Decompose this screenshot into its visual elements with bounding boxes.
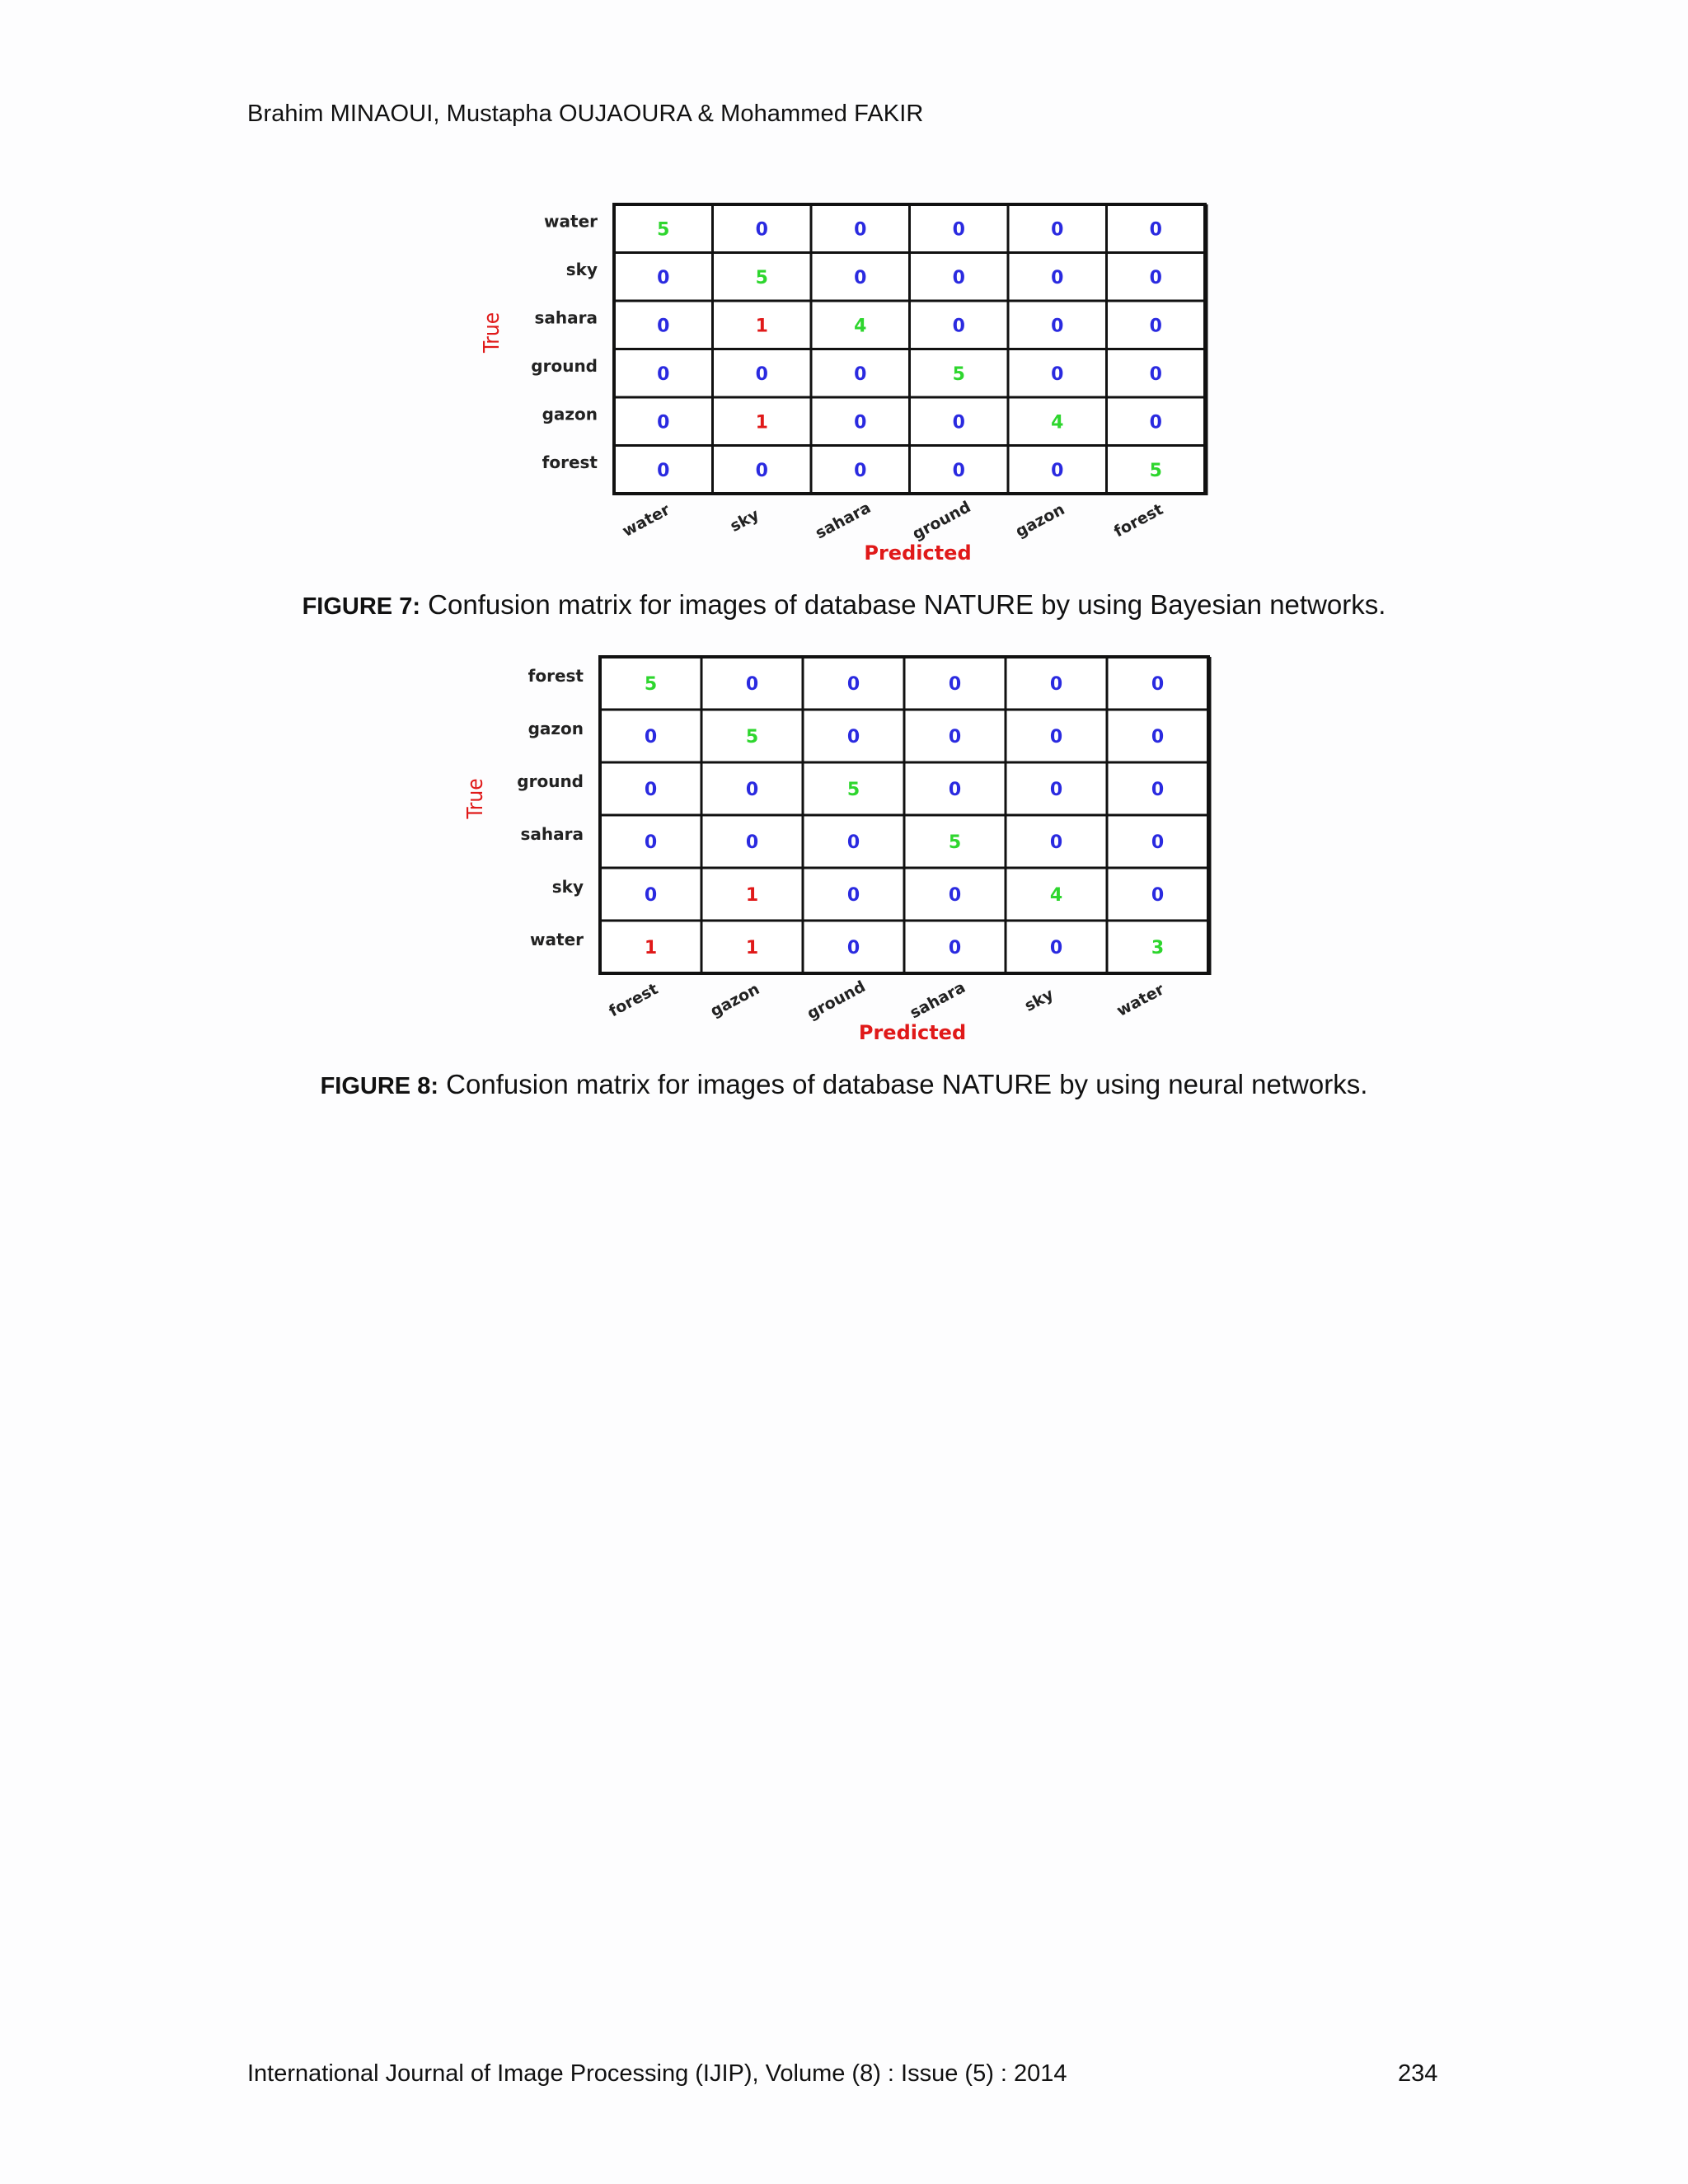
- matrix-value: 4: [1051, 412, 1064, 434]
- matrix-value: 0: [1149, 267, 1162, 288]
- matrix-value: 0: [854, 267, 867, 288]
- matrix-value: 0: [657, 363, 670, 385]
- matrix-value: 5: [1149, 460, 1162, 481]
- matrix-value: 0: [1149, 412, 1162, 434]
- matrix-value: 0: [948, 885, 962, 906]
- matrix-value: 0: [846, 727, 860, 748]
- matrix-value: 0: [657, 412, 670, 434]
- matrix-value: 0: [657, 267, 670, 288]
- matrix-value: 5: [952, 363, 965, 385]
- matrix-value: 0: [854, 219, 867, 241]
- matrix-value: 0: [755, 219, 768, 241]
- matrix-value: 0: [1049, 674, 1063, 695]
- matrix-value: 0: [948, 727, 962, 748]
- column-label: gazon: [707, 979, 763, 1021]
- matrix-value: 0: [846, 885, 860, 906]
- matrix-value: 1: [644, 938, 658, 958]
- matrix-value: 0: [1149, 219, 1162, 241]
- row-label: ground: [531, 355, 598, 376]
- matrix-value: 0: [948, 780, 962, 800]
- figure-8: [462, 647, 1228, 1043]
- matrix-value: 0: [952, 412, 965, 434]
- matrix-value: 0: [854, 363, 867, 385]
- matrix-value: 4: [854, 316, 867, 337]
- matrix-value: 5: [745, 727, 759, 748]
- column-label: sahara: [907, 977, 968, 1023]
- matrix-value: 0: [745, 832, 759, 853]
- matrix-value: 0: [755, 363, 768, 385]
- running-head-authors: Brahim MINAOUI, Mustapha OUJAOURA & Mohammed FAKIR: [247, 101, 924, 127]
- matrix-value: 0: [755, 460, 768, 481]
- row-label: forest: [528, 666, 584, 686]
- column-label: water: [1114, 980, 1168, 1020]
- page-number: 234: [1398, 2060, 1438, 2087]
- matrix-value: 0: [657, 316, 670, 337]
- matrix-value: 0: [1151, 885, 1165, 906]
- row-label: water: [544, 211, 598, 232]
- matrix-value: 0: [846, 832, 860, 853]
- column-label: forest: [606, 979, 662, 1021]
- figure-7-caption-label: FIGURE 7:: [302, 593, 420, 620]
- matrix-value: 0: [1149, 363, 1162, 385]
- column-label: sky: [727, 505, 762, 536]
- matrix-value: 0: [1051, 219, 1064, 241]
- confusion-matrix-figure-7: [478, 190, 1220, 565]
- row-label: ground: [517, 771, 584, 791]
- row-label: water: [530, 930, 584, 949]
- matrix-value: 0: [745, 674, 759, 695]
- matrix-value: 0: [1051, 460, 1064, 481]
- x-axis-title: Predicted: [858, 1021, 967, 1044]
- matrix-value: 0: [644, 885, 658, 906]
- matrix-value: 0: [1151, 674, 1165, 695]
- y-axis-title: True: [463, 778, 488, 819]
- matrix-value: 1: [755, 412, 768, 434]
- matrix-value: 0: [854, 412, 867, 434]
- matrix-value: 0: [948, 938, 962, 958]
- matrix-value: 0: [1051, 316, 1064, 337]
- matrix-value: 0: [1051, 267, 1064, 288]
- matrix-value: 0: [952, 219, 965, 241]
- column-label: gazon: [1012, 499, 1068, 541]
- matrix-value: 4: [1049, 885, 1063, 906]
- column-label: ground: [804, 977, 869, 1024]
- figure-7: [478, 190, 1220, 565]
- matrix-value: 1: [745, 938, 759, 958]
- matrix-value: 0: [745, 780, 759, 800]
- matrix-value: 5: [657, 219, 670, 241]
- matrix-value: 5: [846, 780, 860, 800]
- confusion-matrix-figure-8: [462, 647, 1228, 1043]
- matrix-value: 0: [1051, 363, 1064, 385]
- matrix-value: 0: [1049, 832, 1063, 853]
- figure-8-caption-label: FIGURE 8:: [320, 1073, 438, 1099]
- column-label: sky: [1021, 985, 1057, 1015]
- figure-7-caption-text: Confusion matrix for images of database NATURE by using Bayesian networks.: [428, 589, 1386, 620]
- matrix-value: 0: [644, 832, 658, 853]
- matrix-value: 5: [644, 674, 658, 695]
- figure-8-caption: [0, 1069, 1688, 1100]
- matrix-value: 0: [952, 267, 965, 288]
- matrix-value: 0: [846, 938, 860, 958]
- row-label: gazon: [542, 404, 598, 424]
- matrix-value: 0: [644, 727, 658, 748]
- matrix-value: 0: [1049, 727, 1063, 748]
- row-label: sahara: [520, 824, 584, 844]
- row-label: gazon: [528, 719, 584, 738]
- matrix-value: 0: [657, 460, 670, 481]
- column-label: sahara: [812, 498, 874, 543]
- matrix-value: 0: [1151, 832, 1165, 853]
- footer-journal: International Journal of Image Processing (IJIP), Volume (8) : Issue (5) : 2014: [247, 2060, 1067, 2087]
- matrix-value: 1: [755, 316, 768, 337]
- row-label: forest: [542, 452, 598, 472]
- matrix-value: 0: [1151, 727, 1165, 748]
- column-label: water: [619, 500, 673, 541]
- column-label: forest: [1111, 499, 1166, 541]
- matrix-value: 5: [755, 267, 768, 288]
- matrix-value: 0: [1049, 938, 1063, 958]
- matrix-value: 0: [644, 780, 658, 800]
- matrix-value: 0: [1149, 316, 1162, 337]
- x-axis-title: Predicted: [864, 541, 972, 565]
- matrix-value: 1: [745, 885, 759, 906]
- matrix-value: 5: [948, 832, 962, 853]
- matrix-value: 0: [952, 316, 965, 337]
- matrix-value: 3: [1151, 938, 1165, 958]
- row-label: sahara: [534, 307, 598, 328]
- figure-7-caption: [0, 589, 1688, 621]
- y-axis-title: True: [480, 312, 504, 354]
- matrix-value: 0: [854, 460, 867, 481]
- row-label: sky: [565, 259, 598, 279]
- column-label: ground: [909, 497, 974, 544]
- matrix-value: 0: [846, 674, 860, 695]
- matrix-value: 0: [952, 460, 965, 481]
- matrix-value: 0: [1151, 780, 1165, 800]
- matrix-value: 0: [1049, 780, 1063, 800]
- matrix-value: 0: [948, 674, 962, 695]
- figure-8-caption-text: Confusion matrix for images of database NATURE by using neural networks.: [446, 1069, 1368, 1099]
- row-label: sky: [551, 877, 584, 897]
